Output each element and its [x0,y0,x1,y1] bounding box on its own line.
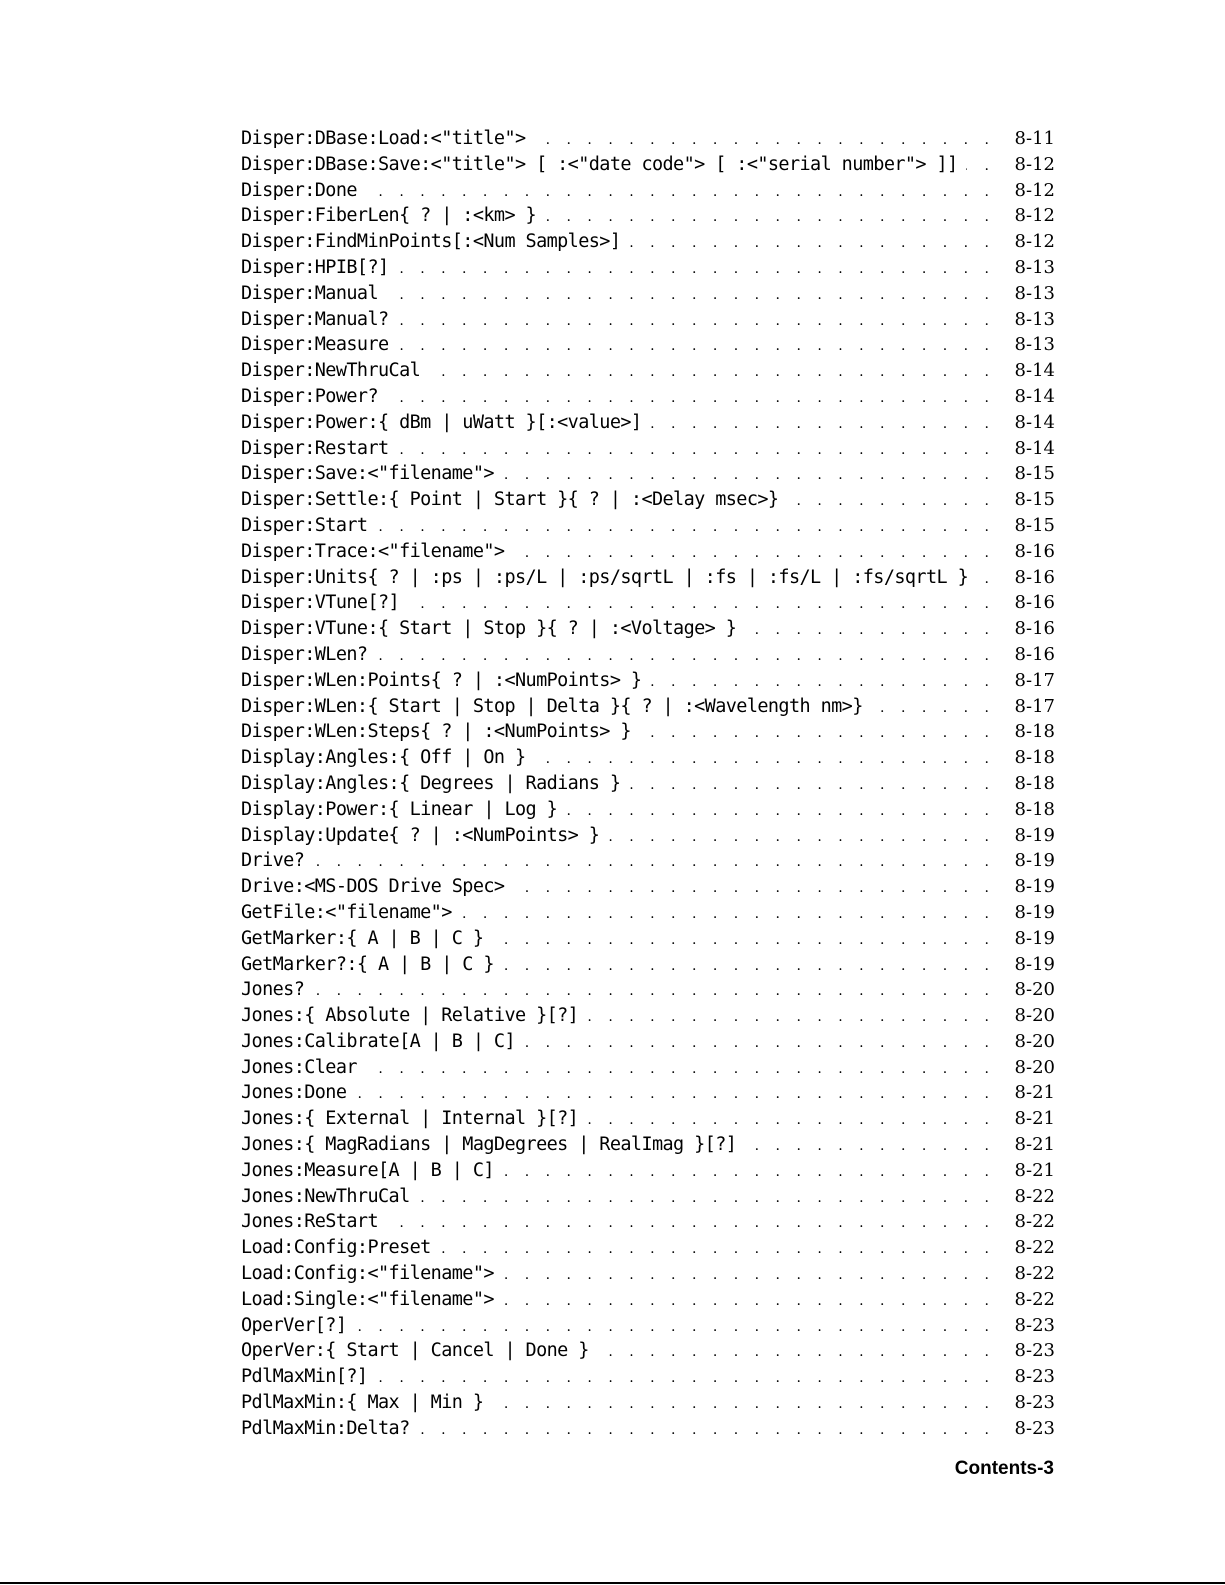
dot-leader [544,205,995,231]
toc-entry[interactable] [241,1132,1055,1158]
dot-leader [523,1031,995,1057]
toc-entry-page-number: 8-23 [1014,1340,1055,1362]
toc-entry[interactable] [241,848,1055,874]
toc-entry-title: PdlMaxMin[?] [241,1366,368,1388]
toc-entry-page-number: 8-20 [1014,979,1055,1001]
toc-entry-title: Load:Config:<"filename"> [241,1263,494,1285]
toc-entry-title: PdlMaxMin:{ Max | Min } [241,1392,484,1414]
toc-entry-title: OperVer[?] [241,1314,347,1336]
toc-entry-page-number: 8-21 [1014,1134,1055,1156]
toc-entry-page-number: 8-12 [1014,205,1055,227]
toc-entry[interactable] [241,719,1055,745]
toc-entry-title: Disper:Start [241,514,368,536]
toc-entry-page-number: 8-14 [1014,437,1055,459]
dot-leader [386,1211,995,1237]
toc-entry-page-number: 8-23 [1014,1392,1055,1414]
dot-leader [397,334,995,360]
dot-leader [565,799,995,825]
dot-leader [386,386,995,412]
toc-entry-title: Disper:WLen:Steps{ ? | :<NumPoints> } [241,721,631,743]
toc-entry-page-number: 8-16 [1014,618,1055,640]
dot-leader [312,850,995,876]
toc-entry-page-number: 8-17 [1014,669,1055,691]
toc-entry[interactable] [241,745,1055,771]
toc-entry-page-number: 8-15 [1014,489,1055,511]
bottom-divider [0,1582,1225,1584]
dot-leader [502,954,995,980]
dot-leader [534,747,995,773]
dot-leader [607,825,995,851]
toc-entry[interactable] [241,900,1055,926]
dot-leader [418,1418,995,1444]
toc-entry-title: Jones:Calibrate[A | B | C] [241,1030,515,1052]
toc-entry-title: GetMarker:{ A | B | C } [241,927,484,949]
toc-entry-page-number: 8-22 [1014,1288,1055,1310]
dot-leader [460,902,995,928]
dot-leader [502,1263,995,1289]
toc-entry-title: Load:Config:Preset [241,1237,431,1259]
toc-entry-title: Jones:Clear [241,1056,357,1078]
toc-entry-title: Disper:WLen? [241,643,368,665]
toc-entry-title: Load:Single:<"filename"> [241,1288,494,1310]
toc-entry-title: Disper:Trace:<"filename"> [241,540,505,562]
toc-entry-title: Disper:Units{ ? | :ps | :ps/L | :ps/sqrtL | :fs | :fs/L | :fs/sqrtL } [241,566,969,588]
dot-leader [439,1237,995,1263]
dot-leader [428,360,995,386]
toc-entry-title: OperVer:{ Start | Cancel | Done } [241,1340,589,1362]
toc-entry-title: Jones:Measure[A | B | C] [241,1159,494,1181]
toc-entry-title: GetMarker?:{ A | B | C } [241,953,494,975]
toc-entry-title: Display:Power:{ Linear | Log } [241,798,558,820]
toc-entry-title: Disper:DBase:Save:<"title"> [ :<"date code"> [ :<"serial number"> ]] [241,153,958,175]
toc-entry[interactable] [241,926,1055,952]
toc-entry[interactable] [241,461,1055,487]
toc-entry[interactable] [241,255,1055,281]
dot-leader [512,541,995,567]
toc-entry-title: GetFile:<"filename"> [241,901,452,923]
dot-leader [534,128,995,154]
page-footer-label: Contents-3 [954,1458,1054,1479]
toc-entry-page-number: 8-15 [1014,463,1055,485]
toc-entry-page-number: 8-14 [1014,360,1055,382]
toc-entry[interactable] [241,1184,1055,1210]
toc-entry-page-number: 8-13 [1014,334,1055,356]
dot-leader [639,721,995,747]
toc-entry-title: Disper:VTune:{ Start | Stop }{ ? | :<Voltage> } [241,618,737,640]
dot-leader [397,438,995,464]
dot-leader [397,309,995,335]
toc-entry-page-number: 8-18 [1014,721,1055,743]
dot-leader [407,592,995,618]
dot-leader [628,231,995,257]
toc-entry[interactable] [241,126,1055,152]
dot-leader [649,670,995,696]
toc-entry[interactable] [241,1416,1055,1442]
toc-entry-page-number: 8-13 [1014,256,1055,278]
dot-leader [744,1134,995,1160]
toc-entry-page-number: 8-21 [1014,1108,1055,1130]
toc-entry-page-number: 8-22 [1014,1185,1055,1207]
dot-leader [491,1392,995,1418]
toc-entry[interactable] [241,281,1055,307]
toc-entry-page-number: 8-18 [1014,798,1055,820]
toc-entry-page-number: 8-12 [1014,153,1055,175]
toc-entry-title: Disper:WLen:{ Start | Stop | Delta }{ ? | :<Wavelength nm>} [241,695,863,717]
toc-entry-title: Disper:HPIB[?] [241,256,389,278]
toc-entry-title: Disper:NewThruCal [241,360,421,382]
dot-leader [966,154,995,180]
toc-entry-title: Disper:DBase:Load:<"title"> [241,128,526,149]
toc-entry-page-number: 8-13 [1014,282,1055,304]
toc-entry[interactable] [241,1003,1055,1029]
toc-entry-page-number: 8-22 [1014,1263,1055,1285]
toc-entry[interactable] [241,1364,1055,1390]
toc-entry[interactable] [241,1055,1055,1081]
dot-leader [375,1366,995,1392]
toc-entry-page-number: 8-19 [1014,850,1055,872]
toc-entry-title: Disper:Done [241,179,357,201]
toc-entry-title: Jones:{ MagRadians | MagDegrees | RealImag }[?] [241,1134,737,1156]
toc-entry[interactable] [241,1313,1055,1339]
toc-entry[interactable] [241,977,1055,1003]
dot-leader [386,283,995,309]
toc-entry-page-number: 8-19 [1014,953,1055,975]
toc-entry[interactable] [241,616,1055,642]
toc-entry-title: Jones:{ Absolute | Relative }[?] [241,1005,579,1027]
toc-entry-page-number: 8-19 [1014,927,1055,949]
toc-entry-page-number: 8-23 [1014,1417,1055,1439]
toc-entry[interactable] [241,384,1055,410]
toc-entry-title: Disper:Measure [241,334,389,356]
toc-entry-page-number: 8-21 [1014,1082,1055,1104]
toc-entry-page-number: 8-22 [1014,1237,1055,1259]
dot-leader [597,1340,995,1366]
dot-leader [491,928,995,954]
toc-entry[interactable] [241,307,1055,333]
dot-leader [354,1315,995,1341]
toc-entry-page-number: 8-19 [1014,901,1055,923]
toc-entry[interactable] [241,332,1055,358]
dot-leader [744,618,995,644]
toc-entry-page-number: 8-12 [1014,231,1055,253]
toc-entry-title: Jones:Done [241,1082,347,1104]
toc-entry[interactable] [241,1390,1055,1416]
dot-leader [586,1108,995,1134]
toc-entry-page-number: 8-21 [1014,1159,1055,1181]
toc-entry-title: Display:Update{ ? | :<NumPoints> } [241,824,600,846]
toc-entry-title: Disper:VTune[?] [241,592,400,614]
toc-entry-title: Disper:Power? [241,385,378,407]
toc-entry[interactable] [241,823,1055,849]
toc-entry[interactable] [241,952,1055,978]
dot-leader [502,1289,995,1315]
toc-entry[interactable] [241,539,1055,565]
toc-entry-page-number: 8-16 [1014,643,1055,665]
toc-entry-page-number: 8-15 [1014,514,1055,536]
toc-entry-title: Disper:Settle:{ Point | Start }{ ? | :<Delay msec>} [241,489,779,511]
toc-entry[interactable] [241,1261,1055,1287]
toc-entry[interactable] [241,152,1055,178]
toc-entry[interactable] [241,358,1055,384]
toc-entry-title: Jones:ReStart [241,1211,378,1233]
dot-leader [365,180,995,206]
toc-entry-title: Disper:FiberLen{ ? | :<km> } [241,205,537,227]
toc-entry[interactable] [241,590,1055,616]
toc-entry-title: Display:Angles:{ Degrees | Radians } [241,772,621,794]
toc-entry[interactable] [241,1080,1055,1106]
table-of-contents [241,126,1055,1442]
toc-entry[interactable] [241,565,1055,591]
toc-entry-page-number: 8-16 [1014,566,1055,588]
dot-leader [354,1082,995,1108]
dot-leader [375,644,995,670]
toc-entry[interactable] [241,436,1055,462]
dot-leader [365,1057,995,1083]
dot-leader [628,773,995,799]
toc-entry-page-number: 8-19 [1014,824,1055,846]
toc-entry[interactable] [241,694,1055,720]
toc-entry-page-number: 8-23 [1014,1314,1055,1336]
toc-entry[interactable] [241,668,1055,694]
dot-leader [586,1005,995,1031]
toc-entry[interactable] [241,410,1055,436]
toc-entry[interactable] [241,1106,1055,1132]
dot-leader [502,463,995,489]
toc-entry-title: Display:Angles:{ Off | On } [241,747,526,769]
dot-leader [312,979,995,1005]
toc-entry[interactable] [241,178,1055,204]
toc-entry-page-number: 8-12 [1014,179,1055,201]
toc-entry-page-number: 8-20 [1014,1005,1055,1027]
toc-entry-title: Drive:<MS-DOS Drive Spec> [241,876,505,898]
toc-entry-page-number: 8-20 [1014,1030,1055,1052]
toc-entry[interactable] [241,513,1055,539]
dot-leader [375,515,995,541]
toc-entry-page-number: 8-13 [1014,308,1055,330]
toc-entry-title: Disper:Restart [241,437,389,459]
toc-entry-page-number: 8-22 [1014,1211,1055,1233]
toc-entry[interactable] [241,203,1055,229]
toc-entry-page-number: 8-17 [1014,695,1055,717]
toc-entry[interactable] [241,642,1055,668]
toc-entry-page-number: 8-16 [1014,592,1055,614]
toc-entry[interactable] [241,487,1055,513]
toc-entry-title: Disper:Manual [241,282,378,304]
toc-entry-title: Disper:Save:<"filename"> [241,463,494,485]
toc-entry-title: Drive? [241,850,305,872]
dot-leader [418,1186,995,1212]
toc-entry-page-number: 8-16 [1014,540,1055,562]
toc-entry[interactable] [241,1158,1055,1184]
toc-entry-title: Disper:Power:{ dBm | uWatt }[:<value>] [241,411,642,433]
toc-entry[interactable] [241,874,1055,900]
toc-entry-page-number: 8-18 [1014,747,1055,769]
toc-entry-page-number: 8-11 [1014,128,1055,149]
toc-entry-page-number: 8-18 [1014,772,1055,794]
toc-entry-title: Jones:NewThruCal [241,1185,410,1207]
dot-leader [502,1160,995,1186]
toc-entry[interactable] [241,229,1055,255]
dot-leader [649,412,995,438]
toc-entry[interactable] [241,1338,1055,1364]
toc-entry[interactable] [241,1029,1055,1055]
toc-entry-title: Jones? [241,979,305,1001]
toc-entry-page-number: 8-19 [1014,876,1055,898]
toc-entry-page-number: 8-14 [1014,385,1055,407]
toc-entry[interactable] [241,771,1055,797]
dot-leader [397,257,995,283]
toc-entry[interactable] [241,1209,1055,1235]
toc-entry[interactable] [241,1235,1055,1261]
toc-entry[interactable] [241,1287,1055,1313]
toc-entry-page-number: 8-14 [1014,411,1055,433]
dot-leader [786,489,995,515]
dot-leader [871,696,995,722]
toc-entry-title: Disper:WLen:Points{ ? | :<NumPoints> } [241,669,642,691]
toc-entry-page-number: 8-20 [1014,1056,1055,1078]
toc-entry-title: Jones:{ External | Internal }[?] [241,1108,579,1130]
toc-entry-title: PdlMaxMin:Delta? [241,1417,410,1439]
toc-entry-page-number: 8-23 [1014,1366,1055,1388]
dot-leader [976,567,995,593]
dot-leader [512,876,995,902]
toc-entry-title: Disper:Manual? [241,308,389,330]
toc-entry-title: Disper:FindMinPoints[:<Num Samples>] [241,231,621,253]
toc-entry[interactable] [241,797,1055,823]
